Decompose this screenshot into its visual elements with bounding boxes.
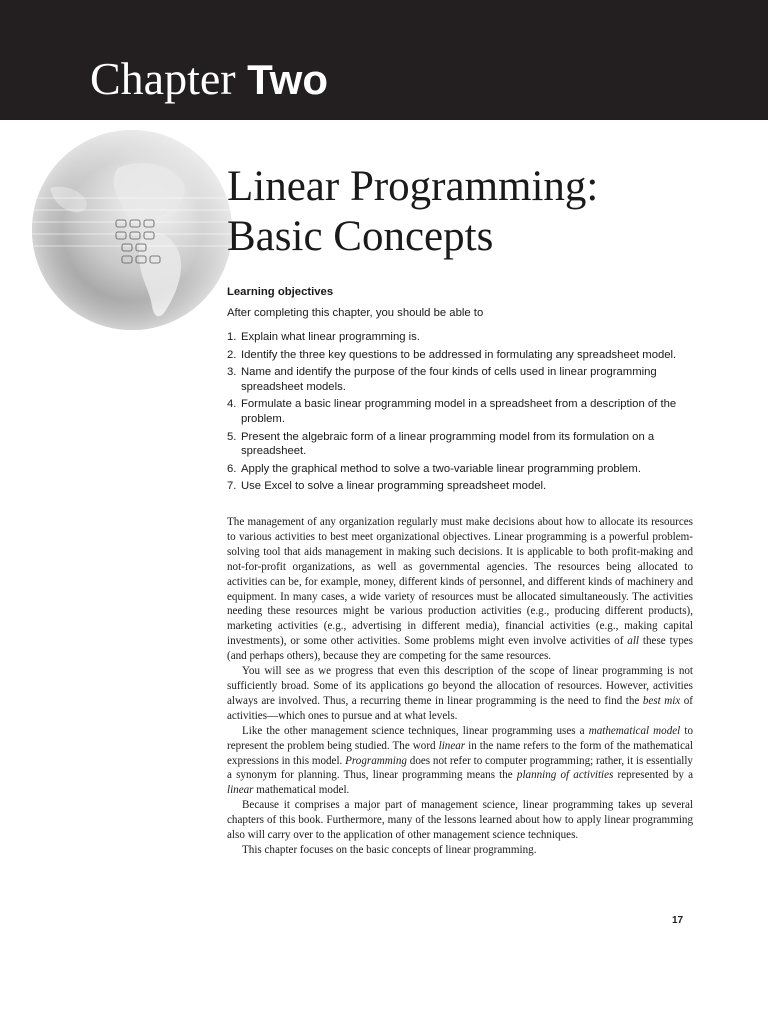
chapter-title (227, 162, 598, 262)
text-run: to represent the problem being studied. The word (227, 724, 693, 752)
chapter-heading (90, 52, 328, 107)
chapter-header-band (0, 0, 768, 120)
item-text: Identify the three key questions to be addressed in formulating any spreadsheet model. (241, 348, 677, 361)
paragraph-2 (227, 664, 693, 724)
item-number: 6. (227, 462, 237, 475)
emphasis: Programming (345, 754, 407, 767)
text-run: does not refer to computer programming; rather, it is essentially a synonym for planning. Thus, linear programming means the (227, 754, 693, 782)
emphasis: best mix (642, 694, 681, 707)
globe-icon (30, 128, 234, 332)
text-run: in the name refers to the form of the mathematical expressions in this model. (227, 739, 694, 767)
item-text: Apply the graphical method to solve a two-variable linear programming problem. (241, 462, 641, 475)
emphasis: mathematical model (588, 724, 681, 737)
list-item (227, 430, 695, 459)
item-number: 7. (227, 480, 237, 493)
text-run: The management of any organization regularly must make decisions about how to allocate its resources to various activities to best meet organizational objectives. Linear programming is a powerful problem-solving tool that aids management in making such decisions. It is applicable to both profit-making and not-for-profit organizations, as well as governmental agencies. The resources being allocated to activities can be, for example, money, different kinds of personnel, and different kinds of machinery and equipment. In many cases, a wide variety of resources must be allocated simultaneously. The activities needing these resources might be various production activities (e.g., producing different products), marketing activities (e.g., advertising in different media), financial activities (e.g., making capital investments), or some other activities. Some problems might even involve activities of (227, 516, 693, 648)
title-line-2: Basic Concepts (227, 213, 494, 260)
item-text: Present the algebraic form of a linear programming model from its formulation on a spreadsheet. (241, 430, 655, 458)
item-text: Name and identify the purpose of the four kinds of cells used in linear programming spreadsheet models. (241, 366, 657, 393)
item-text: Explain what linear programming is. (241, 331, 420, 343)
objectives-heading: Learning objectives (227, 286, 334, 298)
page-number: 17 (672, 915, 684, 926)
paragraph-4: Because it comprises a major part of management science, linear programming takes up several chapters of this book. Furthermore, many of the lessons learned about how to apply linear programming also will carry over to the application of other management science techniques. (227, 799, 693, 842)
objectives-intro: After completing this chapter, you should be able to (227, 307, 484, 319)
list-item (227, 330, 695, 345)
list-item (227, 397, 695, 426)
item-number: 1. (227, 331, 237, 343)
text-run: You will see as we progress that even this description of the scope of linear programming is not sufficiently broad. Some of its applications go beyond the allocation of resources. However, activities always are involved. Thus, a recurring theme in linear programming is the need to find the (227, 665, 693, 707)
body-text (227, 515, 693, 858)
objectives-list (227, 330, 695, 494)
text-run: these types (and perhaps others), because they are competing for the same resources. (227, 635, 693, 663)
paragraph-3 (227, 724, 693, 799)
chapter-number: Two (247, 56, 328, 103)
item-text: Formulate a basic linear programming model in a spreadsheet from a description of the problem. (241, 398, 677, 425)
item-number: 5. (227, 430, 237, 443)
emphasis: planning of activities (516, 769, 614, 782)
text-run: mathematical model. (253, 784, 350, 797)
paragraph-5: This chapter focuses on the basic concepts of linear programming. (242, 843, 537, 856)
emphasis: linear (438, 739, 466, 752)
list-item (227, 479, 695, 494)
item-number: 4. (227, 398, 237, 411)
item-text: Use Excel to solve a linear programming spreadsheet model. (241, 480, 547, 493)
emphasis: all (627, 635, 640, 648)
list-item (227, 348, 695, 363)
text-run: of activities—which ones to pursue and at what levels. (227, 694, 693, 722)
item-number: 3. (227, 366, 237, 379)
text-run: Like the other management science techniques, linear programming uses a (242, 724, 589, 737)
list-item (227, 365, 695, 394)
text-run: represented by a (613, 769, 693, 782)
item-number: 2. (227, 348, 237, 361)
chapter-word: Chapter (90, 53, 236, 104)
list-item (227, 462, 695, 477)
emphasis: linear (227, 784, 254, 797)
title-line-1: Linear Programming: (227, 163, 599, 210)
learning-objectives (227, 284, 695, 497)
paragraph-1 (227, 515, 693, 664)
